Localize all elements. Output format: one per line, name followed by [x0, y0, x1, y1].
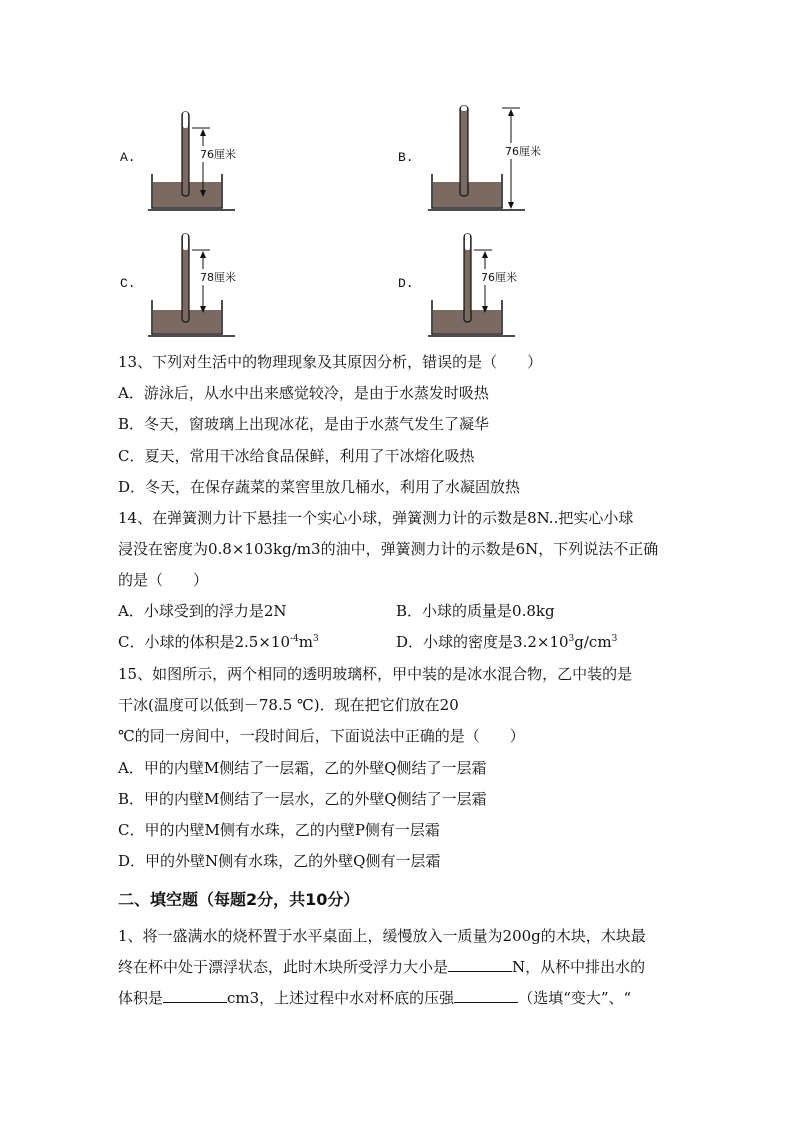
figure-b-label: B.: [398, 150, 414, 165]
section-title: 二、填空题（每题2分，共10分）: [118, 890, 360, 909]
q15-option-d: D．甲的外壁N侧有水珠，乙的外壁Q侧有一层霜: [118, 852, 441, 870]
answer-blank-2[interactable]: [163, 988, 227, 1003]
fill1-line-3: [118, 988, 631, 1008]
fill1-line-2-text: 终在杯中处于漂浮状态，此时木块所受浮力大小是: [118, 958, 449, 976]
q14-option-b: B．小球的质量是0.8kg: [396, 602, 555, 620]
q14-option-d-exponent: 3: [568, 634, 575, 644]
q14-option-c-text: C．小球的体积是2.5×10: [118, 633, 290, 651]
q15-stem-line-1: 15、如图所示，两个相同的透明玻璃杯，甲中装的是冰水混合物，乙中装的是: [118, 665, 633, 683]
q14-option-d-unit: g/cm: [574, 633, 612, 651]
q13-option-a: A．游泳后，从水中出来感觉较冷，是由于水蒸发时吸热: [118, 384, 489, 402]
q14-option-c: [118, 632, 319, 652]
q14-stem-line-1: 14、在弹簧测力计下悬挂一个实心小球，弹簧测力计的示数是8N..把实心小球: [118, 509, 634, 527]
fill1-line-2: [118, 957, 645, 977]
fill1-line-3-middle: cm3，上述过程中水对杯底的压强: [227, 989, 455, 1007]
figure-c-label: C.: [120, 276, 136, 291]
q14-option-c-unit-exponent: 3: [313, 634, 319, 644]
q15-option-c: C．甲的内壁M侧有水珠，乙的内壁P侧有一层霜: [118, 821, 440, 839]
q14-option-c-unit: m: [298, 633, 314, 651]
q14-stem-line-3: 的是（ ）: [118, 571, 209, 589]
q13-stem: 13、下列对生活中的物理现象及其原因分析，错误的是（ ）: [118, 353, 543, 371]
q13-option-c: C．夏天，常用干冰给食品保鲜，利用了干冰熔化吸热: [118, 447, 475, 465]
fill1-line-2-suffix: N，从杯中排出水的: [512, 958, 646, 976]
q13-option-b: B．冬天，窗玻璃上出现冰花，是由于水蒸气发生了凝华: [118, 415, 490, 433]
figure-d-label: D.: [398, 276, 414, 291]
figure-c-height-label: 78厘米: [200, 271, 236, 284]
q14-option-d-unit-exponent: 3: [611, 634, 618, 644]
figure-a-height-label: 76厘米: [200, 148, 236, 161]
fill1-line-3-suffix: （选填“变大”、“: [518, 989, 632, 1007]
answer-blank-3[interactable]: [454, 988, 518, 1003]
figure-b-height-label: 76厘米: [505, 145, 541, 158]
q15-option-b: B．甲的内壁M侧结了一层水，乙的外壁Q侧结了一层霜: [118, 790, 487, 808]
answer-blank-1[interactable]: [448, 957, 512, 972]
q14-option-d-text: D．小球的密度是3.2×10: [396, 633, 569, 651]
q15-stem-line-3: ℃的同一房间中，一段时间后，下面说法中正确的是（ ）: [118, 727, 525, 745]
figure-a-label: A.: [120, 150, 136, 165]
q14-option-c-exponent: -4: [290, 634, 299, 644]
fill1-line-1: 1、将一盛满水的烧杯置于水平桌面上，缓慢放入一质量为200g的木块，木块最: [118, 927, 646, 945]
q14-option-a: A．小球受到的浮力是2N: [118, 602, 287, 620]
q13-option-d: D．冬天，在保存蔬菜的菜窖里放几桶水，利用了水凝固放热: [118, 478, 521, 496]
q14-stem-line-2: 浸没在密度为0.8×103kg/m3的油中，弹簧测力计的示数是6N，下列说法不正确: [118, 540, 659, 558]
fill1-line-3-text: 体积是: [118, 989, 164, 1007]
q15-stem-line-2: 干冰(温度可以低到－78.5 ℃)．现在把它们放在20: [118, 696, 459, 714]
q14-option-d: [396, 632, 617, 652]
figure-d-height-label: 76厘米: [481, 271, 517, 284]
q15-option-a: A．甲的内壁M侧结了一层霜，乙的外壁Q侧结了一层霜: [118, 759, 487, 777]
